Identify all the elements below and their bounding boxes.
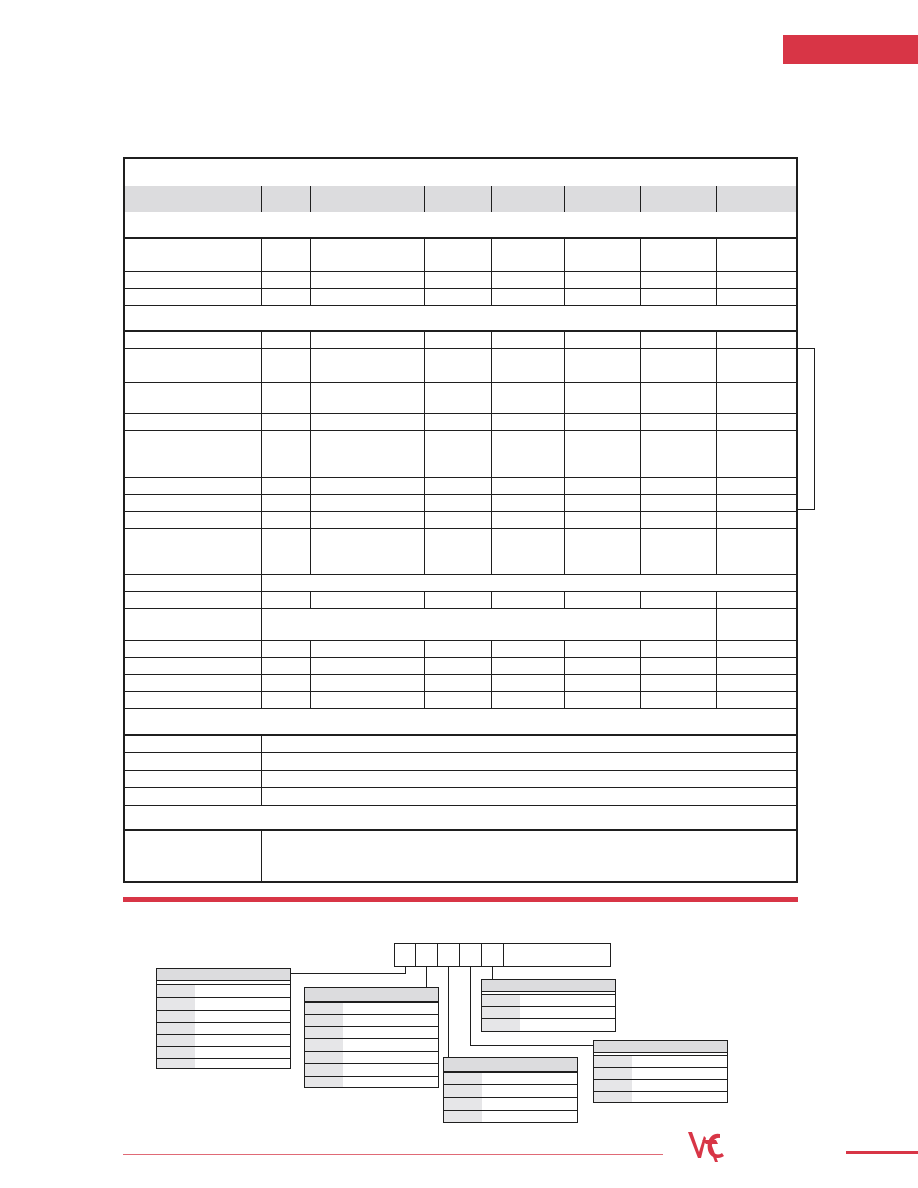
spec-table	[123, 157, 798, 883]
code-segment-2	[415, 943, 438, 967]
section-divider-rule	[123, 897, 798, 902]
brand-logo-icon	[682, 1128, 730, 1164]
code-segment-3	[437, 943, 460, 967]
footer-rule-left	[123, 1154, 663, 1155]
code-key-table-3	[443, 1057, 578, 1123]
spec-table-header-row	[125, 186, 796, 212]
code-suffix	[503, 943, 611, 967]
code-key-table-5	[593, 1040, 728, 1103]
code-segment-1	[394, 943, 416, 967]
code-key-table-1	[156, 968, 291, 1069]
code-key-table-4	[481, 979, 616, 1032]
code-segment-5	[481, 943, 504, 967]
code-segment-4	[459, 943, 482, 967]
footer-rule-right	[846, 1151, 918, 1154]
code-key-table-2	[304, 987, 439, 1088]
section-tab-marker	[783, 35, 918, 64]
